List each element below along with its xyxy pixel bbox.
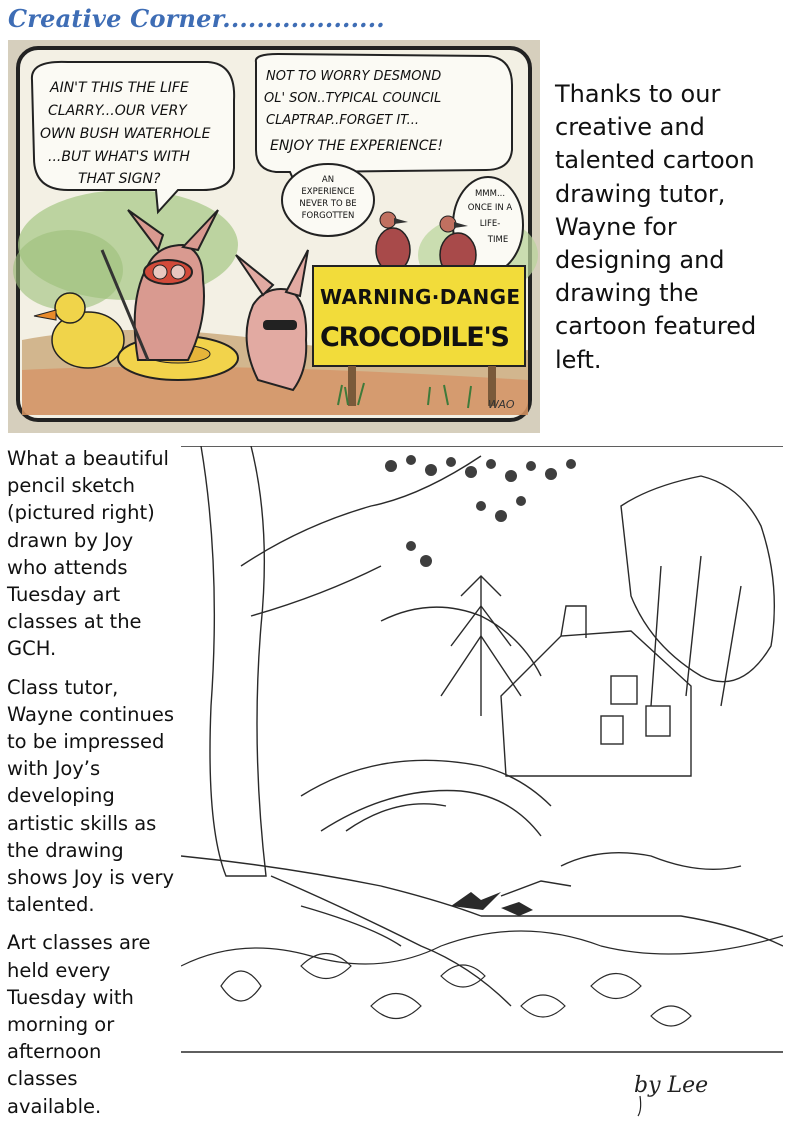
bubble-left-line-4: ...BUT WHAT'S WITH	[48, 149, 190, 165]
bubble-right-line-1: NOT TO WORRY DESMOND	[266, 69, 442, 84]
title-dots: ...................	[222, 4, 385, 33]
thanks-paragraph: Thanks to our creative and talented cartoon drawing tutor, Wayne for designing and drawing the cartoon featured left.	[555, 80, 757, 374]
bubble-bird1-line-2: EXPERIENCE	[301, 187, 355, 197]
cartoon-image	[8, 40, 540, 433]
signature-text: by Lee	[634, 1073, 709, 1098]
artist-mark: WAO	[488, 398, 515, 411]
paragraph-class-times: Art classes are held every Tuesday with morning or afternoon classes available.	[7, 931, 151, 1118]
sketch-signature	[630, 1060, 710, 1120]
bubble-bird1-line-4: FORGOTTEN	[301, 211, 355, 221]
bubble-bird2-line-3: LIFE-	[479, 219, 501, 229]
pencil-sketch-image	[181, 446, 783, 1056]
sign-text-line-2: CROCODILE'S	[320, 322, 510, 353]
page-title: Creative Corner...................	[8, 4, 385, 33]
bubble-bird2-line-4: TIME	[487, 235, 509, 245]
bubble-bird1-line-3: NEVER TO BE	[299, 199, 357, 209]
sign-text-line-1: WARNING·DANGE	[320, 285, 520, 309]
bubble-bird2-line-2: ONCE IN A	[467, 203, 513, 213]
bubble-right-line-2: OL' SON..TYPICAL COUNCIL	[264, 91, 442, 106]
paragraph-sketch-intro: What a beautiful pencil sketch (pictured right) drawn by Joy who attends Tuesday art classes at the GCH.	[7, 447, 169, 661]
bubble-right-line-3: CLAPTRAP..FORGET IT...	[266, 113, 419, 128]
bubble-left-line-5: THAT SIGN?	[78, 171, 161, 187]
paragraph-tutor-comment: Class tutor, Wayne continues to be impressed with Joy’s developing artistic skills as the drawing shows Joy is very talented.	[7, 675, 175, 917]
bubble-bird2-line-1: MMM...	[474, 189, 506, 199]
bubble-left-line-1: AIN'T THIS THE LIFE	[50, 80, 189, 96]
bubble-left-line-3: OWN BUSH WATERHOLE	[40, 126, 211, 142]
sketch-description	[7, 445, 175, 1131]
bubble-bird1-line-1: AN	[321, 175, 335, 185]
bubble-right-line-4: ENJOY THE EXPERIENCE!	[270, 138, 443, 154]
bubble-left-line-2: CLARRY...OUR VERY	[48, 103, 187, 119]
